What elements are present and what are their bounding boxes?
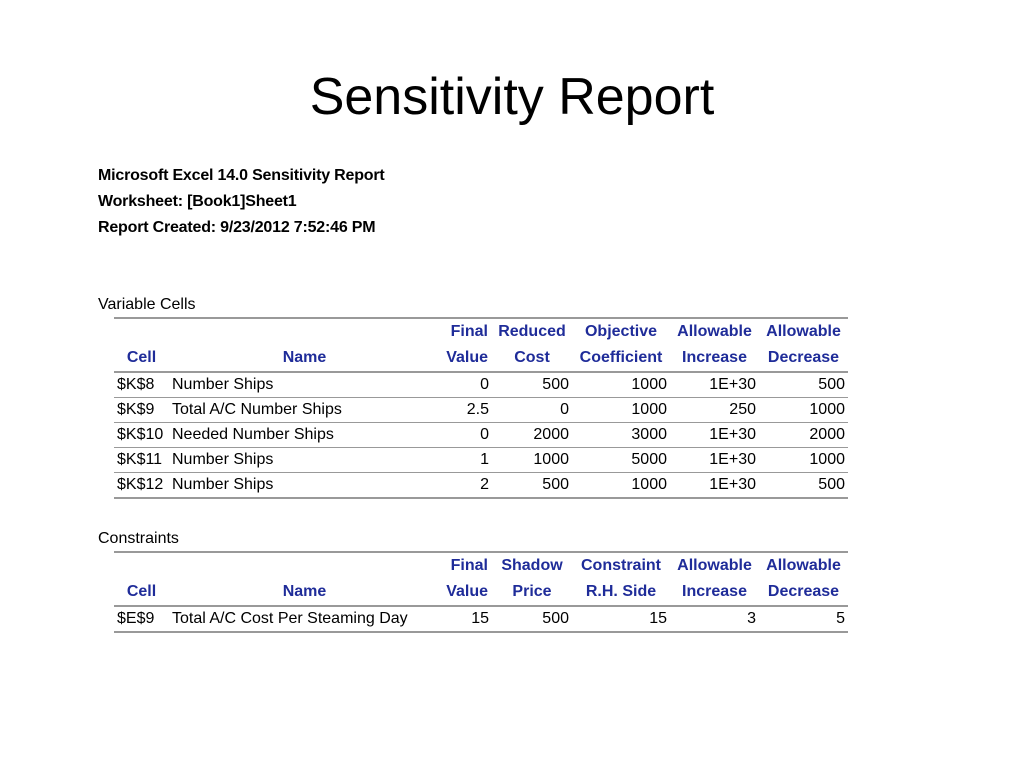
header-allowable-decrease-top: Allowable [759,552,848,579]
allowable-decrease: 1000 [759,398,848,423]
header-row-top [114,318,848,345]
constraints-label: Constraints [98,530,179,547]
final-value: 2.5 [440,398,492,423]
table-row [114,606,848,632]
allowable-increase: 1E+30 [670,473,759,499]
header-objective-coefficient-top: Objective [572,318,670,345]
cell-ref: $K$9 [114,398,169,423]
final-value: 1 [440,448,492,473]
cell-name: Number Ships [169,448,440,473]
report-created-line: Report Created: 9/23/2012 7:52:46 PM [98,219,376,236]
cell-ref: $E$9 [114,606,169,632]
header-allowable-increase-bottom: Increase [670,345,759,372]
table-row [114,423,848,448]
cell-ref: $K$11 [114,448,169,473]
variable-cells-label: Variable Cells [98,296,196,313]
worksheet-line: Worksheet: [Book1]Sheet1 [98,193,297,210]
header-reduced-cost-bottom: Cost [492,345,572,372]
header-name: Name [169,345,440,372]
cell-ref: $K$8 [114,372,169,398]
constraint-rhs: 15 [572,606,670,632]
header-constraint-rhs-bottom: R.H. Side [572,579,670,606]
final-value: 2 [440,473,492,499]
header-allowable-decrease-top: Allowable [759,318,848,345]
header-allowable-increase-top: Allowable [670,318,759,345]
header-shadow-price-bottom: Price [492,579,572,606]
header-constraint-rhs-top: Constraint [572,552,670,579]
header-objective-coefficient-bottom: Coefficient [572,345,670,372]
header-row-bottom [114,579,848,606]
final-value: 0 [440,423,492,448]
header-spacer [169,318,440,345]
objective-coefficient: 5000 [572,448,670,473]
cell-name: Needed Number Ships [169,423,440,448]
header-row-top [114,552,848,579]
reduced-cost: 2000 [492,423,572,448]
cell-ref: $K$12 [114,473,169,499]
header-cell: Cell [114,345,169,372]
header-allowable-decrease-bottom: Decrease [759,345,848,372]
header-spacer [114,318,169,345]
header-cell: Cell [114,579,169,606]
shadow-price: 500 [492,606,572,632]
final-value: 0 [440,372,492,398]
header-spacer [169,552,440,579]
header-reduced-cost-top: Reduced [492,318,572,345]
header-allowable-increase-bottom: Increase [670,579,759,606]
header-final-value-bottom: Value [440,345,492,372]
cell-name: Number Ships [169,473,440,499]
header-final-value-top: Final [440,552,492,579]
header-final-value-top: Final [440,318,492,345]
header-spacer [114,552,169,579]
cell-name: Total A/C Number Ships [169,398,440,423]
allowable-increase: 1E+30 [670,423,759,448]
variable-cells-table [114,317,848,499]
allowable-decrease: 1000 [759,448,848,473]
objective-coefficient: 1000 [572,473,670,499]
table-row [114,473,848,499]
allowable-decrease: 2000 [759,423,848,448]
header-allowable-decrease-bottom: Decrease [759,579,848,606]
header-shadow-price-top: Shadow [492,552,572,579]
allowable-increase: 1E+30 [670,372,759,398]
constraints-table [114,551,848,633]
header-final-value-bottom: Value [440,579,492,606]
cell-name: Total A/C Cost Per Steaming Day [169,606,440,632]
reduced-cost: 1000 [492,448,572,473]
cell-ref: $K$10 [114,423,169,448]
objective-coefficient: 1000 [572,372,670,398]
allowable-decrease: 500 [759,473,848,499]
page-title: Sensitivity Report [309,68,715,126]
header-row-bottom [114,345,848,372]
allowable-decrease: 500 [759,372,848,398]
reduced-cost: 0 [492,398,572,423]
reduced-cost: 500 [492,473,572,499]
table-row [114,398,848,423]
table-row [114,372,848,398]
allowable-decrease: 5 [759,606,848,632]
allowable-increase: 1E+30 [670,448,759,473]
header-name: Name [169,579,440,606]
cell-name: Number Ships [169,372,440,398]
report-source-line: Microsoft Excel 14.0 Sensitivity Report [98,167,385,184]
allowable-increase: 3 [670,606,759,632]
reduced-cost: 500 [492,372,572,398]
allowable-increase: 250 [670,398,759,423]
objective-coefficient: 1000 [572,398,670,423]
objective-coefficient: 3000 [572,423,670,448]
table-row [114,448,848,473]
header-allowable-increase-top: Allowable [670,552,759,579]
final-value: 15 [440,606,492,632]
